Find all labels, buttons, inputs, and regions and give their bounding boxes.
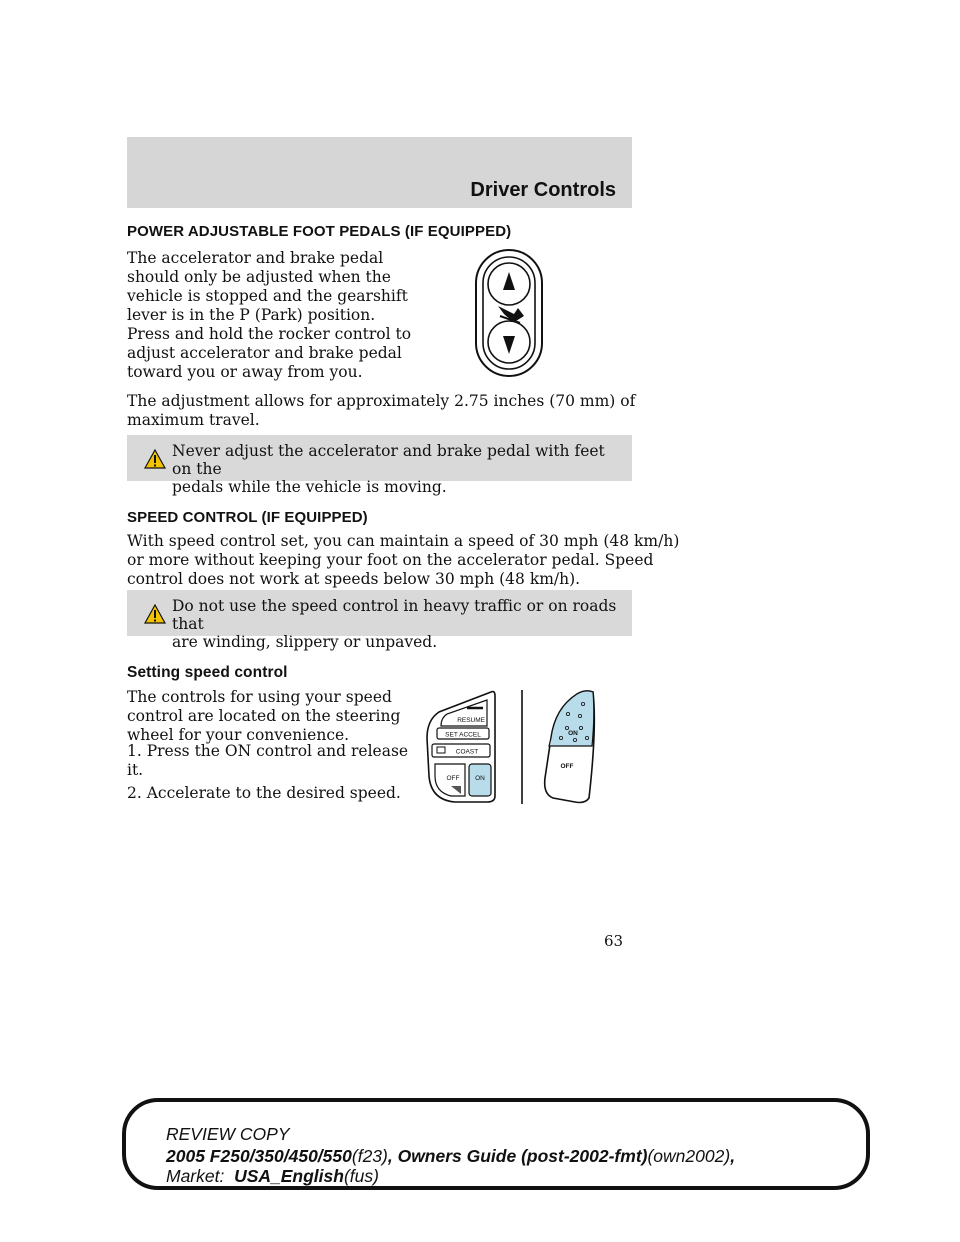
text-line: With speed control set, you can maintain a speed of 30 mph (48 km/h) xyxy=(127,532,680,550)
warning-box-pedals xyxy=(127,435,632,496)
speed-control-buttons-illustration xyxy=(425,688,600,806)
market-code: (fus) xyxy=(343,1166,379,1186)
warning-triangle-icon xyxy=(144,604,166,624)
warning-text xyxy=(172,597,622,651)
text-line: control does not work at speeds below 30 mph (48 km/h). xyxy=(127,570,581,588)
text-line: should only be adjusted when the xyxy=(127,268,391,286)
off-label: OFF xyxy=(446,775,460,782)
setting-step-2: 2. Accelerate to the desired speed. xyxy=(127,784,401,802)
market-line xyxy=(166,1166,379,1187)
setting-step-1 xyxy=(127,742,408,780)
pedals-paragraph-2 xyxy=(127,325,411,382)
text-line: it. xyxy=(127,761,144,779)
warning-triangle-icon xyxy=(144,449,166,469)
review-copy-footer xyxy=(122,1098,870,1190)
set-accel-label: SET ACCEL xyxy=(445,731,481,739)
section-header-band xyxy=(127,137,632,208)
speed-control-heading: SPEED CONTROL (IF EQUIPPED) xyxy=(127,509,368,526)
model-code: (f23) xyxy=(351,1146,388,1166)
text-line: lever is in the P (Park) position. xyxy=(127,306,376,324)
text-line: maximum travel. xyxy=(127,411,260,429)
warning-text xyxy=(172,442,622,496)
guide-code: (own2002) xyxy=(647,1146,731,1166)
pedals-paragraph-1 xyxy=(127,249,408,325)
text-line: The controls for using your speed xyxy=(127,688,392,706)
text-line: Press and hold the rocker control to xyxy=(127,325,412,343)
document-identifier xyxy=(166,1146,735,1167)
text-line: The adjustment allows for approximately 2.75 inches (70 mm) of xyxy=(127,392,636,410)
text-line: Do not use the speed control in heavy traffic or on roads that xyxy=(172,597,617,633)
market-label: Market: xyxy=(166,1166,235,1186)
pedal-rocker-control-icon xyxy=(474,248,544,378)
resume-label: RESUME xyxy=(457,717,485,724)
guide-title: , Owners Guide (post-2002-fmt) xyxy=(387,1146,648,1166)
text-line: pedals while the vehicle is moving. xyxy=(172,478,447,496)
review-copy-label: REVIEW COPY xyxy=(166,1124,290,1144)
text-line: The accelerator and brake pedal xyxy=(127,249,384,267)
on-label: ON xyxy=(475,775,485,782)
text-line: control are located on the steering xyxy=(127,707,401,725)
text-line: vehicle is stopped and the gearshift xyxy=(127,287,408,305)
text-line: Never adjust the accelerator and brake pedal with feet on the xyxy=(172,442,605,478)
setting-speed-control-heading: Setting speed control xyxy=(127,664,288,681)
text-line: toward you or away from you. xyxy=(127,363,363,381)
speed-control-paragraph xyxy=(127,532,679,589)
rocker-on-label: ON xyxy=(568,730,578,737)
pedals-paragraph-3 xyxy=(127,392,635,430)
pedals-heading: POWER ADJUSTABLE FOOT PEDALS (IF EQUIPPED) xyxy=(127,223,512,240)
warning-box-speed xyxy=(127,590,632,651)
text-line: are winding, slippery or unpaved. xyxy=(172,633,438,651)
separator: , xyxy=(730,1146,736,1166)
setting-intro-paragraph xyxy=(127,688,400,745)
section-title: Driver Controls xyxy=(470,179,616,201)
text-line: 1. Press the ON control and release xyxy=(127,742,409,760)
rocker-off-label: OFF xyxy=(560,763,574,770)
coast-label: COAST xyxy=(455,748,479,756)
text-line: or more without keeping your foot on the accelerator pedal. Speed xyxy=(127,551,654,569)
page-number: 63 xyxy=(604,932,624,950)
market-value: USA_English xyxy=(234,1166,344,1186)
on-rocker-half xyxy=(549,691,594,746)
model-text: 2005 F250/350/450/550 xyxy=(166,1146,352,1166)
text-line: wheel for your convenience. xyxy=(127,726,350,744)
text-line: adjust accelerator and brake pedal xyxy=(127,344,402,362)
